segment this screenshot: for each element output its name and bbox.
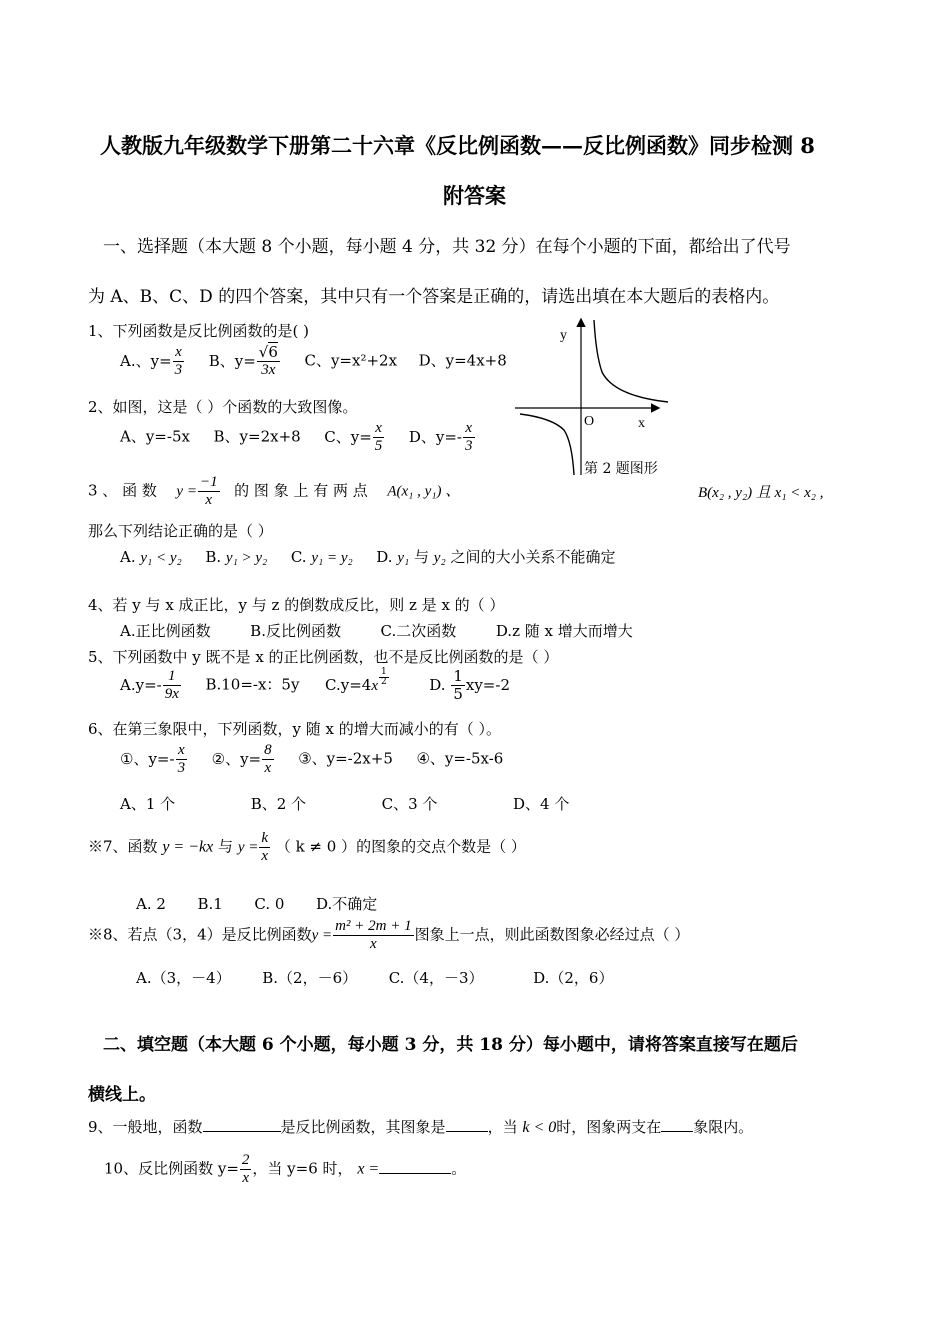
q7-option-a: A. 2	[136, 895, 166, 913]
q6-function-4: ④、y=-5x-6	[416, 749, 504, 768]
q9-stem: 9、一般地，函数 是反比例函数，其图象是 ，当 k < 0时，图象两支在 象限内。	[88, 1118, 754, 1136]
q4-option-d: D.z 随 x 增大而增大	[495, 622, 633, 640]
q3-option-b: B. y₁ > y₂	[205, 548, 268, 566]
q4-option-a: A.正比例函数	[120, 622, 211, 640]
q9-blank-1[interactable]	[203, 1131, 281, 1132]
q2-options	[120, 420, 476, 455]
q6-option-a: A、1 个	[120, 795, 176, 813]
q3-options	[120, 546, 615, 567]
q8-option-a: A.（3，－4）	[136, 969, 231, 987]
q7-options	[136, 893, 377, 914]
q10-stem: 10、反比例函数 y= $\frac{2}{x}$ ，当 y=6 时， x = 。	[104, 1152, 467, 1186]
q8-stem: ※8、若点（3，4）是反比例函数y = $\frac{\text{m² + 2m + 1}}{x}$ 图象上一点，则此函数图象必经过点（ ）	[88, 918, 690, 952]
q6-option-d: D、4 个	[512, 795, 570, 813]
q6-stem: 6、在第三象限中，下列函数，y 随 x 的增大而减小的有（ ）。	[88, 720, 502, 738]
q8-option-d: D.（2，6）	[533, 969, 614, 987]
section1-line-2: 为 A、B、C、D 的四个答案，其中只有一个答案是正确的，请选出填在本大题后的表格内。	[88, 287, 780, 307]
q1-option-d: D、y=4x+8	[418, 351, 507, 370]
q4-options	[120, 620, 633, 641]
q2-figure	[510, 310, 680, 485]
section2-line-1: 二、填空题（本大题 6 个小题，每小题 3 分，共 18 分）每小题中，请将答案直接写在题后	[103, 1035, 798, 1055]
q6-option-b: B、2 个	[250, 795, 307, 813]
q7-stem: ※7、函数 y = −kx 与 y = $\frac{k}{x}$ （ k ≠ 0 ）的图象的交点个数是（ ）	[88, 830, 526, 864]
q3-line-2: 那么下列结论正确的是（ ）	[88, 522, 273, 540]
figure-caption: 第 2 题图形	[584, 461, 658, 477]
q4-option-b: B.反比例函数	[250, 622, 341, 640]
q2-option-c: C、y= $\frac{x}{5}$	[324, 420, 383, 454]
q9-blank-3[interactable]	[661, 1131, 693, 1132]
q6-function-1: ①、y=- $\frac{x}{3}$	[120, 742, 186, 776]
q1-option-b: B、y= $\frac{√6}{3x}$	[208, 343, 278, 378]
curve-branch-2	[520, 414, 574, 475]
q3-option-a: A. y₁ < y₂	[120, 548, 182, 566]
q5-stem: 5、下列函数中 y 既不是 x 的正比例函数，也不是反比例函数的是（ ）	[88, 648, 559, 666]
origin-label: O	[584, 414, 595, 429]
q2-option-d: D、y=- $\frac{x}{3}$	[408, 420, 473, 454]
q3-point-b: B(x₂ , y₂) 且 x₁ < x₂ ,	[698, 485, 824, 501]
q6-function-3: ③、y=-2x+5	[298, 749, 393, 768]
section2-line-2: 横线上。	[88, 1085, 156, 1105]
title-line-2: 附答案	[443, 183, 506, 208]
q5-option-a: A.y=- $\frac{1}{9x}$	[120, 668, 179, 702]
q6-function-2: ②、y= $\frac{8}{x}$	[211, 742, 272, 776]
q1-option-a: A.、y= $\frac{x}{3}$	[120, 344, 183, 378]
q7-option-d: D.不确定	[315, 895, 378, 913]
q6-options	[120, 793, 569, 814]
y-axis-label: y	[560, 328, 567, 343]
q3-option-d: D. y₁ 与 y₂ 之间的大小关系不能确定	[376, 548, 616, 566]
q3-option-c: C. y₁ = y₂	[290, 548, 353, 566]
q3-line-1: 3 、 函 数 y = $\frac{-1}{x}$ 的 图 象 上 有 两 点 A(x₁ , y₁) 、	[88, 474, 461, 508]
q5-option-c: C.y=4x $\frac{1}{2}$	[325, 667, 387, 694]
q8-option-b: B.（2，－6）	[262, 969, 358, 987]
q5-options	[120, 668, 510, 703]
q7-option-c: C. 0	[254, 895, 285, 913]
q6-functions	[120, 742, 503, 777]
q2-option-a: A、y=-5x	[120, 427, 190, 446]
q7-option-b: B.1	[197, 895, 223, 913]
q9-blank-2[interactable]	[446, 1131, 488, 1132]
q2-stem: 2、如图，这是（ ）个函数的大致图像。	[88, 398, 358, 416]
x-axis-label: x	[638, 416, 645, 431]
q8-option-c: C.（4，－3）	[388, 969, 484, 987]
q1-stem: 1、下列函数是反比例函数的是( )	[88, 322, 310, 340]
q4-option-c: C.二次函数	[380, 622, 457, 640]
q2-option-b: B、y=2x+8	[213, 427, 301, 446]
title-line-1: 人教版九年级数学下册第二十六章《反比例函数——反比例函数》同步检测 8	[100, 133, 815, 158]
q5-option-d: D. $\frac{1}{5}$ xy=-2	[429, 667, 510, 703]
q1-options	[120, 344, 507, 379]
q6-option-c: C、3 个	[381, 795, 438, 813]
q8-options	[136, 967, 613, 988]
q5-option-b: B.10=-x：5y	[205, 675, 300, 694]
section1-line-1: 一、选择题（本大题 8 个小题，每小题 4 分，共 32 分）在每个小题的下面，都给出了代号	[103, 237, 791, 257]
q1-option-c: C、y=x²+2x	[304, 351, 398, 370]
q4-stem: 4、若 y 与 x 成正比，y 与 z 的倒数成反比，则 z 是 x 的（ ）	[88, 596, 505, 614]
curve-branch-1	[594, 320, 668, 402]
q10-blank[interactable]	[379, 1173, 451, 1174]
